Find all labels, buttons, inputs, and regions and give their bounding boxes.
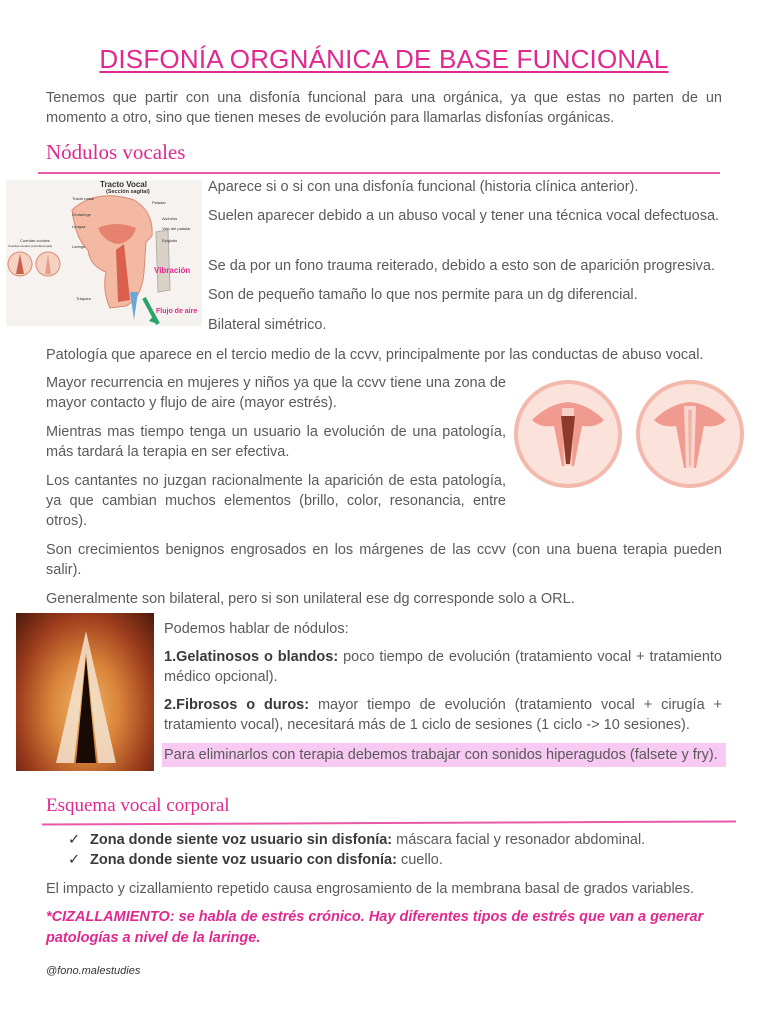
vocal-fold-nodules-drawing [516,382,620,486]
checkmark-icon: ✓ [68,832,81,848]
diagram-label: Epiglotis [162,238,178,243]
page-title: DISFONÍA ORGNÁNICA DE BASE FUNCIONAL [99,44,669,74]
vocal-tract-illustration [6,180,202,326]
nodule-type-text: mayor tiempo de evolución (tratamiento vocal + cirugía + tratamiento vocal), necesitará más de 1 ciclo de sesiones (1 ciclo -> 10 sesiones). [164,697,722,733]
vocal-tract-diagram [6,180,202,326]
diagram-label: Paladar [152,200,166,205]
paragraph: Mientras mas tiempo tenga un usuario la evolución de una patología, más tardará la terapia en ser efectiva. [46,424,506,460]
laryngoscopy-photo [16,613,154,771]
bullet-text: Aparece si o si con una disfonía funcional (historia clínica anterior). [208,179,639,195]
checkmark-icon: ✓ [68,852,81,868]
section-divider [38,172,720,174]
vocal-fold-normal-drawing [638,382,742,486]
types-intro: Podemos hablar de nódulos: [164,621,349,637]
nodule-type-label: 1.Gelatinosos o blandos: [164,649,339,665]
section-divider [42,820,736,825]
diagram-label: Orofaringe [72,212,91,217]
bullet-text: Se da por un fono trauma reiterado, debido a esto son de aparición progresiva. [208,258,716,274]
bullet-text: Suelen aparecer debido a un abuso vocal y tener una técnica vocal defectuosa. [208,208,720,224]
paragraph: Generalmente son bilateral, pero si son unilateral ese dg corresponde solo a ORL. [46,591,575,607]
check-item [68,830,722,850]
diagram-label: Tráquea [76,296,91,301]
paragraph: El impacto y cizallamiento repetido causa engrosamiento de la membrana basal de grados variables. [46,881,695,897]
paragraph: Son crecimientos benignos engrosados en los márgenes de las ccvv (con una buena terapia pueden salir). [46,542,722,578]
intro-paragraph: Tenemos que partir con una disfonía funcional para una orgánica, ya que estas no parten de un momento a otro, sino que tienen meses de evolución para llamarlas disfonías orgánicas. [46,90,722,126]
check-item [68,850,722,870]
nodule-type-gelatinosos [164,647,722,687]
paragraph: Los cantantes no juzgan racionalmente la aparición de esta patología, ya que cambian muchos elementos (brillo, color, resonancia, entre otros). [46,473,506,529]
diagram-label: Alvéolos [162,216,178,221]
diagram-subtitle: (Sección sagital) [106,189,150,195]
diagram-vibration-label: Vibración [154,266,191,275]
check-label: Zona donde siente voz usuario sin disfonía: [90,832,393,848]
section-heading-esquema: Esquema vocal corporal [46,795,230,816]
diagram-label: Velo del paladar [162,226,191,231]
check-text: máscara facial y resonador abdominal. [392,832,646,848]
section-heading-nodulos: Nódulos vocales [46,140,186,164]
check-label: Zona donde siente voz usuario con disfonía: [90,852,397,868]
cizallamiento-note: *CIZALLAMIENTO: se habla de estrés crónico. Hay diferentes tipos de estrés que van a generar patologías a nivel de la laringe. [46,909,704,946]
diagram-title: Tracto Vocal [100,180,147,189]
footer-handle: @fono.malestudies [46,965,141,977]
bullet-text: Bilateral simétrico. [208,317,327,333]
paragraph: Patología que aparece en el tercio medio de la ccvv, principalmente por las conductas de abuso vocal. [46,347,704,363]
nodule-type-label: 2.Fibrosos o duros: [164,697,310,713]
nodule-type-text: poco tiempo de evolución (tratamiento vocal + tratamiento médico opcional). [164,649,722,685]
nodule-type-fibrosos [164,695,722,735]
vocal-folds-illustration [512,374,746,492]
diagram-label: Tracto nasal [72,196,94,201]
bullet-text: Son de pequeño tamaño lo que nos permite para un dg diferencial. [208,287,638,303]
diagram-label: Laringe [72,244,86,249]
diagram-label: Cuerdas vocales (estroboscopía) [8,244,53,248]
diagram-label: Lengua [72,224,86,229]
paragraph: Mayor recurrencia en mujeres y niños ya que la ccvv tiene una zona de mayor contacto y flujo de aire (mayor estrés). [46,375,506,411]
diagram-label: Cuerdas vocales [20,238,50,243]
highlighted-note: Para eliminarlos con terapia debemos trabajar con sonidos hiperagudos (falsete y fry). [162,743,726,767]
diagram-airflow-label: Flujo de aire [156,308,198,315]
check-text: cuello. [396,852,443,868]
